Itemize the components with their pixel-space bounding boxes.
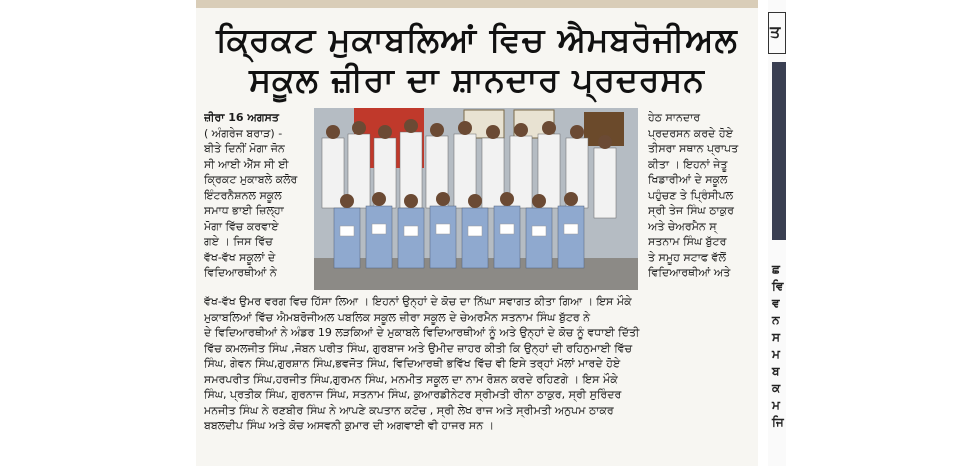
headline-line2: ਸਕੂਲ ਜ਼ੀਰਾ ਦਾ ਸ਼ਾਨਦਾਰ ਪ੍ਰਦਰਸਨ <box>249 60 705 99</box>
body-bottom <box>204 294 752 434</box>
body-line: ਸਿੰਘ, ਪ੍ਰਤੀਕ ਸਿੰਘ, ਗੁਰਨਾਜ ਸਿੰਘ, ਸਤਨਾਮ ਸਿੰਘ, ਕੁਆਰਡੀਨੇਟਰ ਸ੍ਰੀਮਤੀ ਰੀਨਾ ਠਾਕੁਰ, ਸ੍ਰੀ ਸੁਰਿੰਦਰ <box>204 388 622 401</box>
right-line: ਤੇ ਸਮੂਹ ਸਟਾਫ ਵੱਲੋਂ <box>648 250 726 264</box>
adjacent-text-char: ਮ <box>772 398 780 412</box>
right-line: ਅਤੇ ਚੇਅਰਮੈਨ ਸ੍ <box>648 219 717 233</box>
adjacent-text-char: ਵ <box>772 296 780 310</box>
headline-line1: ਕ੍ਰਿਕਟ ਮੁਕਾਬਲਿਆਂ ਵਿਚ ਐਮਬਰੋਜੀਅਲ <box>216 20 738 59</box>
left-line: ਕ੍ਰਿਕਟ ਮੁਕਾਬਲੇ ਕਲੋਰ <box>204 173 298 186</box>
body-line: ਦੇ ਵਿਦਿਆਰਥੀਆਂ ਨੇ ਅੰਡਰ 19 ਲੜਕਿਆਂ ਦੇ ਮੁਕਾਬਲੇ ਵਿਦਿਆਰਥੀਆਂ ਨੂੰ ਅਤੇ ਉਨ੍ਹਾਂ ਦੇ ਕੋਚ ਨੂੰ ਵਧਾਈ ਦਿੱਤੀ <box>204 326 640 339</box>
body-line: ਵੱਖ-ਵੱਖ ਉਮਰ ਵਰਗ ਵਿਚ ਹਿੱਸਾ ਲਿਆ । ਇਹਨਾਂ ਉਨ੍ਹਾਂ ਦੇ ਕੋਚ ਦਾ ਨਿੱਘਾ ਸਵਾਗਤ ਕੀਤਾ ਗਿਆ । ਇਸ ਮੌਕੇ <box>204 295 632 308</box>
left-column <box>204 110 308 281</box>
body-line: ਮਨਜੀਤ ਸਿੰਘ ਨੇ ਰਣਬੀਰ ਸਿੰਘ ਨੇ ਆਪਣੇ ਕਪਤਾਨ ਕਟੋਚ , ਸ੍ਰੀ ਲੇਖ ਰਾਜ ਅਤੇ ਸ੍ਰੀਮਤੀ ਅਨੁਪਮ ਠਾਕਰ <box>204 403 614 417</box>
right-line: ਸ੍ਰੀ ਤੇਜ ਸਿੰਘ ਠਾਕੁਰ <box>648 204 734 217</box>
body-line: ਵਿੱਚ ਕਮਲਜੀਤ ਸਿੰਘ ,ਜੋਬਨ ਪਰੀਤ ਸਿੰਘ, ਗੁਰਬਾਜ ਅਤੇ ਉਮੀਦ ਜ਼ਾਹਰ ਕੀਤੀ ਕਿ ਉਨ੍ਹਾਂ ਦੀ ਰਹਿਨੁਮਾਈ ਵਿੱਚ <box>204 341 633 355</box>
right-line: ਪਹੁੰਚਣ ਤੇ ਪ੍ਰਿੰਸੀਪਲ <box>648 188 734 202</box>
left-line: ਸੀ ਆਈ ਐੱਸ ਸੀ ਈ <box>204 157 289 171</box>
left-line: ਵੱਖ-ਵੱਖ ਸਕੂਲਾਂ ਦੇ <box>204 250 276 264</box>
left-line: ( ਅੰਗਰੇਜ ਬਰਾੜ) - <box>204 126 283 140</box>
adjacent-text-char: ਜਿ <box>772 415 784 429</box>
right-line: ਕੀਤਾ । ਇਹਨਾਂ ਜੇਤੂ <box>648 157 728 171</box>
right-line: ਹੇਠ ਸਾਨਦਾਰ <box>648 111 701 124</box>
left-line: ਸਮਾਧ ਭਾਈ ਜ਼ਿਲ੍ਹਾ <box>204 204 284 217</box>
team-photo <box>314 108 638 290</box>
left-line: ਗਏ । ਜਿਸ ਵਿੱਚ <box>204 235 273 248</box>
adjacent-text-char: ਕ <box>772 381 781 395</box>
body-line: ਬਬਲਦੀਪ ਸਿੰਘ ਅਤੇ ਕੋਚ ਅਸਵਨੀ ਕੁਮਾਰ ਦੀ ਅਗਵਾਈ ਵੀ ਹਾਜਰ ਸਨ । <box>204 419 495 432</box>
left-line: ਵਿਦਿਆਰਥੀਆਂ ਨੇ <box>204 266 277 279</box>
dateline: ਜ਼ੀਰਾ 16 ਅਗਸਤ <box>204 111 279 124</box>
body-line: ਮੁਕਾਬਲਿਆਂ ਵਿੱਚ ਐਮਬਰੋਜੀਅਲ ਪਬਲਿਕ ਸਕੂਲ ਜ਼ੀਰਾ ਸਕੂਲ ਦੇ ਚੇਅਰਮੈਨ ਸਤਨਾਮ ਸਿੰਘ ਬੁੱਟਰ ਨੇ <box>204 310 591 324</box>
right-line: ਪ੍ਰਦਰਸਨ ਕਰਦੇ ਹੋਏ <box>648 126 733 140</box>
newspaper-clipping <box>196 0 758 466</box>
right-line: ਤੀਸਰਾ ਸਥਾਨ ਪ੍ਰਾਪਤ <box>648 142 739 155</box>
left-line: ਇੰਟਰਨੈਸ਼ਨਲ ਸਕੂਲ <box>204 188 282 202</box>
adjacent-text-char: ਸ <box>772 330 780 344</box>
left-line: ਮੋਗਾ ਵਿੱਚ ਕਰਵਾਏ <box>204 219 279 233</box>
right-column <box>648 110 752 281</box>
adjacent-text-char: ਮ <box>772 347 780 361</box>
adjacent-text-char: ਨ <box>772 313 780 327</box>
body-line: ਸਮਰਪਰੀਤ ਸਿੰਘ,ਹਰਜੀਤ ਸਿੰਘ,ਗੁਰਮਨ ਸਿੰਘ, ਮਨਮੀਤ ਸਕੂਲ ਦਾ ਨਾਮ ਰੋਸ਼ਨ ਕਰਦੇ ਰਹਿਣਗੇ । ਇਸ ਮੌਕੇ <box>204 372 618 386</box>
team-photo-illustration <box>314 108 638 290</box>
right-line: ਖਿਡਾਰੀਆਂ ਦੇ ਸਕੂਲ <box>648 173 728 186</box>
left-line: ਬੀਤੇ ਦਿਨੀਂ ਮੋਗਾ ਜੋਨ <box>204 142 285 155</box>
adjacent-text-char: ਬ <box>772 364 780 378</box>
right-line: ਵਿਦਿਆਰਥੀਆਂ ਅਤੇ <box>648 266 731 279</box>
body-line: ਸਿੰਘ, ਗੇਵਨ ਸਿੰਘ,ਗੁਰਸ਼ਾਨ ਸਿੰਘ,ਭਵਜੋਤ ਸਿੰਘ, ਵਿਦਿਆਰਥੀ ਭਵਿੱਖ ਵਿੱਚ ਵੀ ਇਸੇ ਤਰ੍ਹਾਂ ਮੱਲਾਂ ਮਾਰਦੇ ਹੋਏ <box>204 357 621 370</box>
top-strip <box>196 0 758 8</box>
adjacent-headline-box <box>768 12 786 54</box>
adjacent-text-char: ਵਿ <box>772 279 784 293</box>
adjacent-text-char: ਛ <box>772 262 780 276</box>
right-line: ਸਤਨਾਮ ਸਿੰਘ ਬੁੱਟਰ <box>648 235 727 248</box>
adjacent-photo <box>772 62 786 240</box>
adjacent-headline-char: ਤ <box>770 22 781 41</box>
